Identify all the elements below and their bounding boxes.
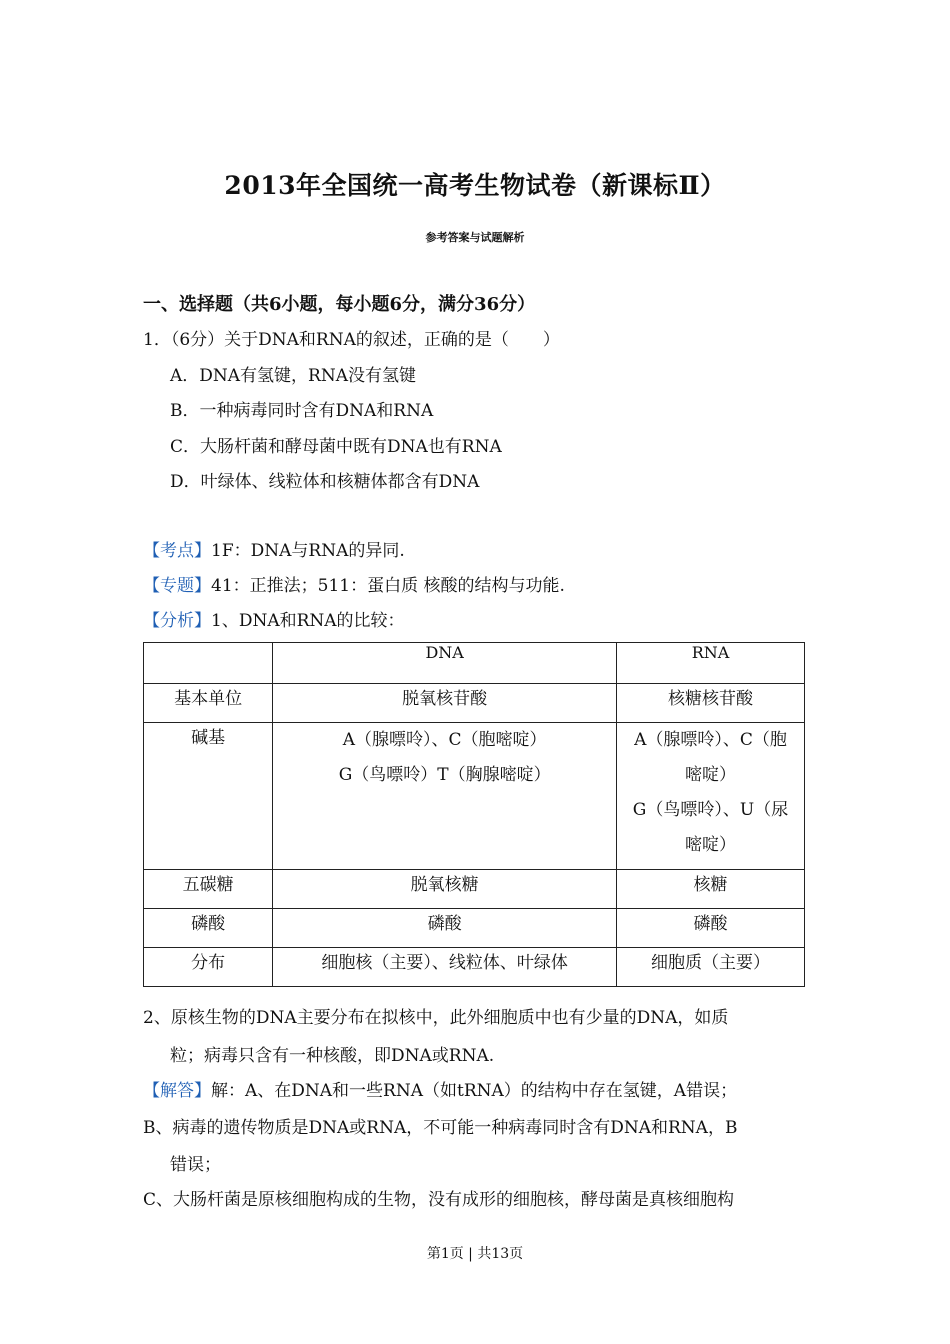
dna-base-line: A（腺嘌呤）、C（胞嘧啶） xyxy=(342,730,547,750)
rna-base-line: 嘧啶） xyxy=(684,835,736,855)
rna-base-line: A（腺嘌呤）、C（胞 xyxy=(634,730,787,750)
kaodian-tag: 【考点】 xyxy=(143,541,211,561)
answer-c-line1: C、大肠杆菌是原核细胞构成的生物，没有成形的细胞核，酵母菌是真核细胞构 xyxy=(143,1190,735,1210)
row-label: 基本单位 xyxy=(144,684,273,723)
jieda-line xyxy=(143,1076,737,1101)
row-label: 磷酸 xyxy=(144,909,273,948)
dna-cell: 磷酸 xyxy=(273,909,617,948)
table-header-dna: DNA xyxy=(273,643,617,684)
rna-base-line: G（鸟嘌呤）、U（尿 xyxy=(632,800,789,820)
row-label: 碱基 xyxy=(144,723,273,870)
rna-cell: 磷酸 xyxy=(616,909,804,948)
table-row xyxy=(144,723,805,870)
table-header-row xyxy=(144,643,805,684)
section-heading: 一、选择题（共6小题，每小题6分，满分36分） xyxy=(143,294,536,315)
jieda-text: 解：A、在DNA和一些RNA（如tRNA）的结构中存在氢键，A错误； xyxy=(211,1081,738,1101)
table-header-rna: RNA xyxy=(616,643,804,684)
kaodian-text: 1F：DNA与RNA的异同. xyxy=(211,541,405,561)
table-row xyxy=(144,948,805,987)
question-stem: 1．（6分）关于DNA和RNA的叙述，正确的是（ ） xyxy=(143,330,560,350)
option-b: B．一种病毒同时含有DNA和RNA xyxy=(170,401,434,421)
zhuanti-line xyxy=(143,571,565,596)
rna-cell xyxy=(616,723,804,870)
answer-b-line2: 错误； xyxy=(170,1155,221,1175)
dna-cell xyxy=(273,723,617,870)
zhuanti-text: 41：正推法；511：蛋白质 核酸的结构与功能. xyxy=(211,576,565,596)
kaodian-line xyxy=(143,536,405,561)
dna-rna-comparison-table xyxy=(143,642,805,987)
option-a: A．DNA有氢键，RNA没有氢键 xyxy=(170,366,417,386)
dna-base-line: G（鸟嘌呤）T（胸腺嘧啶） xyxy=(338,765,551,785)
dna-cell: 脱氧核糖 xyxy=(273,870,617,909)
fenxi-text: 1、DNA和RNA的比较： xyxy=(211,611,405,631)
row-label: 分布 xyxy=(144,948,273,987)
zhuanti-tag: 【专题】 xyxy=(143,576,211,596)
table-row xyxy=(144,684,805,723)
table-row xyxy=(144,909,805,948)
rna-cell: 核糖核苷酸 xyxy=(616,684,804,723)
fenxi-tag: 【分析】 xyxy=(143,611,211,631)
point2-line2: 粒；病毒只含有一种核酸，即DNA或RNA. xyxy=(170,1046,495,1066)
option-c: C．大肠杆菌和酵母菌中既有DNA也有RNA xyxy=(170,437,502,457)
page-title: 2013年全国统一高考生物试卷（新课标Ⅱ） xyxy=(224,171,726,200)
dna-cell: 细胞核（主要）、线粒体、叶绿体 xyxy=(273,948,617,987)
table-header-empty xyxy=(144,643,273,684)
jieda-tag: 【解答】 xyxy=(143,1081,211,1101)
option-d: D．叶绿体、线粒体和核糖体都含有DNA xyxy=(170,472,480,492)
answer-b-line1: B、病毒的遗传物质是DNA或RNA，不可能一种病毒同时含有DNA和RNA，B xyxy=(143,1118,738,1138)
page-footer: 第1页 | 共13页 xyxy=(426,1246,524,1262)
rna-cell: 细胞质（主要） xyxy=(616,948,804,987)
dna-cell: 脱氧核苷酸 xyxy=(273,684,617,723)
table-row xyxy=(144,870,805,909)
point2-line1: 2、原核生物的DNA主要分布在拟核中，此外细胞质中也有少量的DNA，如质 xyxy=(143,1008,729,1028)
rna-base-line: 嘧啶） xyxy=(684,765,736,785)
rna-cell: 核糖 xyxy=(616,870,804,909)
row-label: 五碳糖 xyxy=(144,870,273,909)
fenxi-line xyxy=(143,606,405,631)
page-subtitle: 参考答案与试题解析 xyxy=(425,231,525,244)
